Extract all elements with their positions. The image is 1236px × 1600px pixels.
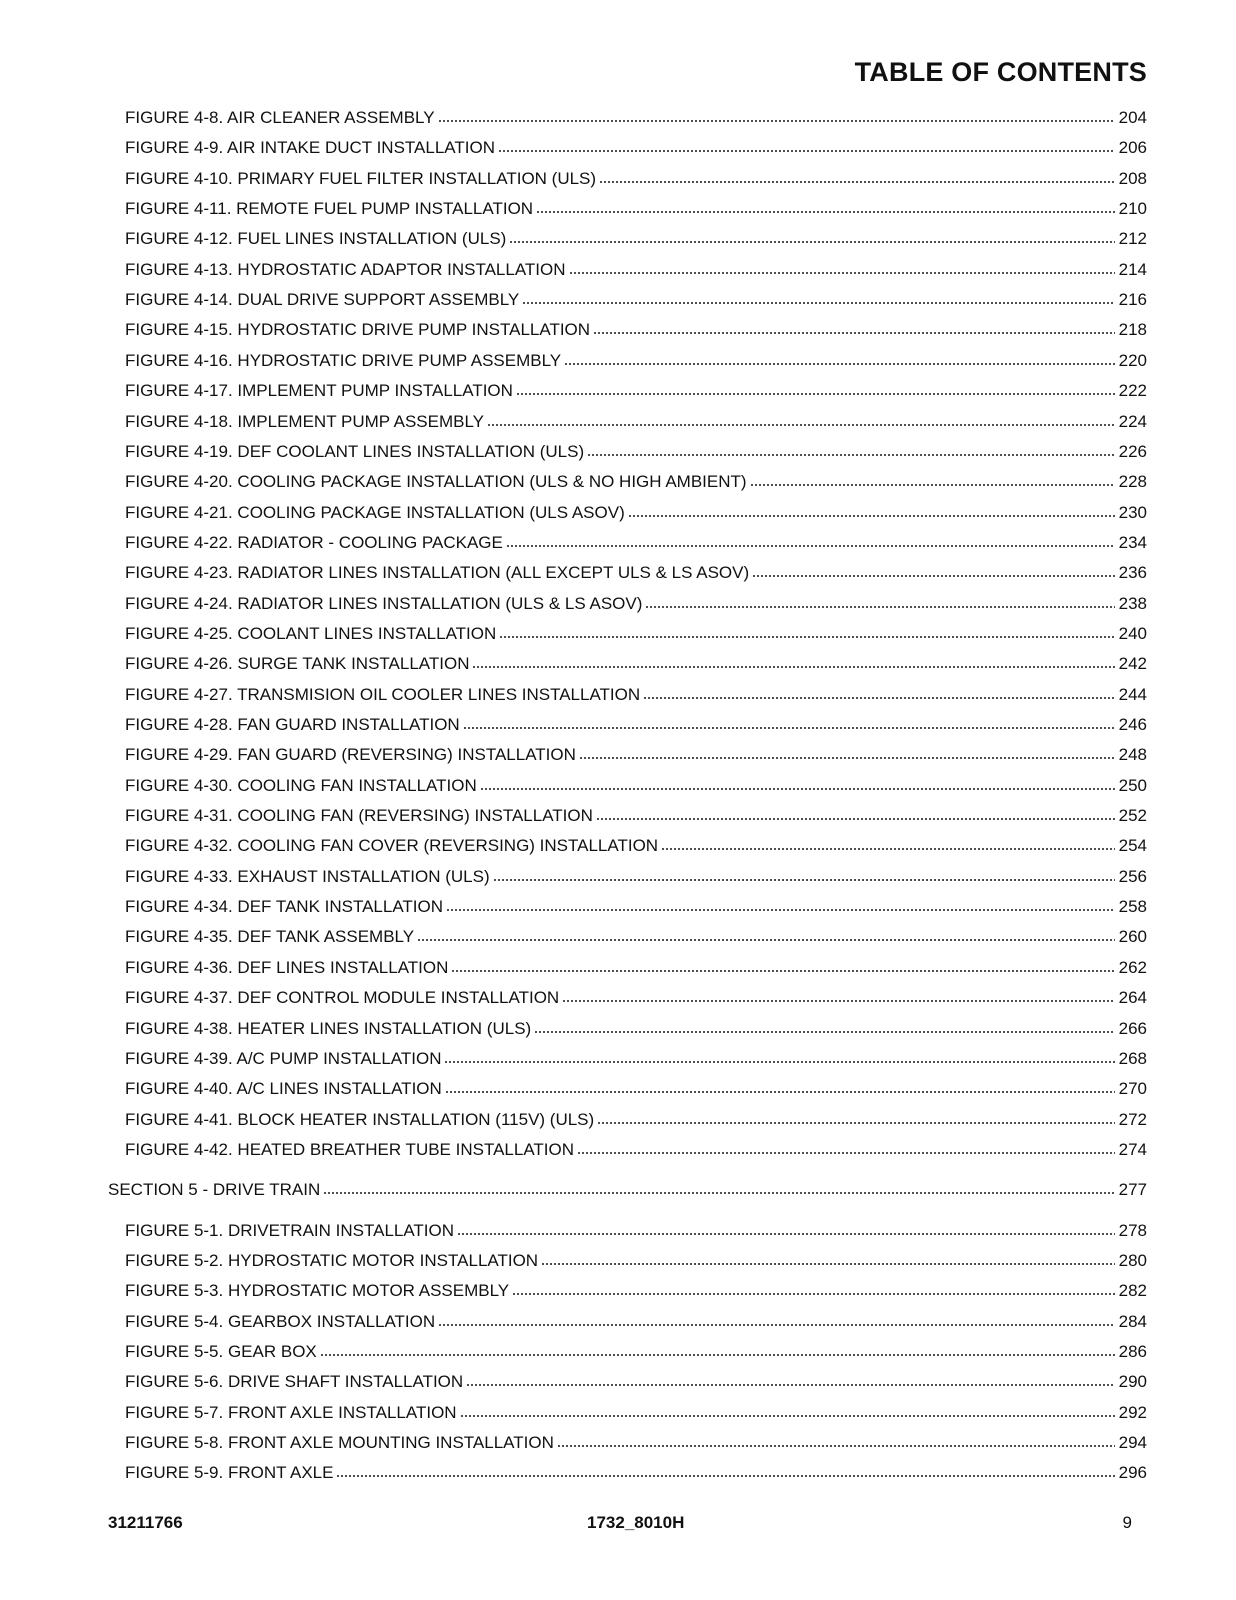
toc-figure-entry[interactable] (125, 229, 1147, 249)
toc-entry-label: FIGURE 4-16. HYDROSTATIC DRIVE PUMP ASSEMBLY (125, 351, 562, 370)
dot-leader (493, 868, 1115, 882)
toc-entry-label: FIGURE 4-42. HEATED BREATHER TUBE INSTALLATION (125, 1140, 575, 1159)
toc-entry-page: 248 (1118, 745, 1147, 764)
dot-leader (536, 200, 1115, 214)
toc-entry-label: FIGURE 4-27. TRANSMISION OIL COOLER LINES INSTALLATION (125, 685, 641, 704)
toc-entry-label: FIGURE 5-5. GEAR BOX (125, 1342, 317, 1361)
dot-leader (564, 352, 1115, 366)
toc-figure-entry[interactable] (125, 351, 1147, 371)
toc-entry-label: FIGURE 5-3. HYDROSTATIC MOTOR ASSEMBLY (125, 1281, 510, 1300)
toc-section-entry[interactable] (108, 1180, 1147, 1200)
toc-entry-page: 210 (1118, 199, 1147, 218)
dot-leader (457, 1222, 1115, 1236)
toc-entry-page: 230 (1118, 503, 1147, 522)
toc-figure-entry[interactable] (125, 260, 1147, 280)
toc-figure-entry[interactable] (125, 836, 1147, 856)
toc-entry-page: 250 (1118, 776, 1147, 795)
toc-entry-label: FIGURE 4-31. COOLING FAN (REVERSING) INSTALLATION (125, 806, 593, 825)
toc-entry-label: FIGURE 4-23. RADIATOR LINES INSTALLATION (ALL EXCEPT ULS & LS ASOV) (125, 563, 750, 582)
toc-figure-entry[interactable] (125, 806, 1147, 826)
toc-entry-page: 254 (1118, 836, 1147, 855)
dot-leader (522, 291, 1114, 305)
dot-leader (752, 564, 1114, 578)
toc-entry-label: FIGURE 4-19. DEF COOLANT LINES INSTALLATION (ULS) (125, 442, 585, 461)
dot-leader (336, 1464, 1114, 1478)
toc-entry-label: FIGURE 4-17. IMPLEMENT PUMP INSTALLATION (125, 381, 513, 400)
toc-entry-page: 228 (1118, 472, 1147, 491)
toc-figure-entry[interactable] (125, 199, 1147, 219)
toc-entry-page: 236 (1118, 563, 1147, 582)
toc-figure-entry[interactable] (125, 442, 1147, 462)
page-title: TABLE OF CONTENTS (854, 57, 1147, 87)
toc-entry-page: 212 (1118, 229, 1147, 248)
toc-figure-entry[interactable] (125, 1019, 1147, 1039)
toc-entry-label: FIGURE 4-41. BLOCK HEATER INSTALLATION (115V) (ULS) (125, 1110, 595, 1129)
toc-entry-page: 226 (1118, 442, 1147, 461)
toc-entry-page: 266 (1118, 1019, 1147, 1038)
toc-entry-label: FIGURE 4-11. REMOTE FUEL PUMP INSTALLATION (125, 199, 534, 218)
toc-entry-label: FIGURE 4-20. COOLING PACKAGE INSTALLATION (ULS & NO HIGH AMBIENT) (125, 472, 747, 491)
toc-entry-label: FIGURE 4-21. COOLING PACKAGE INSTALLATION (ULS ASOV) (125, 503, 625, 522)
footer-doc-number: 31211766 (108, 1513, 183, 1532)
dot-leader (516, 382, 1115, 396)
dot-leader (645, 595, 1114, 609)
toc-entry-label: FIGURE 4-12. FUEL LINES INSTALLATION (ULS) (125, 229, 507, 248)
toc-entry-page: 214 (1118, 260, 1147, 279)
footer-page-number: 9 (1122, 1513, 1132, 1532)
dot-leader (599, 170, 1115, 184)
dot-leader (451, 959, 1114, 973)
toc-entry-label: FIGURE 4-28. FAN GUARD INSTALLATION (125, 715, 460, 734)
dot-leader (438, 1313, 1114, 1327)
toc-figure-entry[interactable] (125, 381, 1147, 401)
toc-figure-entry[interactable] (125, 1281, 1147, 1301)
toc-entry-page: 218 (1118, 320, 1147, 339)
toc-entry-label: FIGURE 4-8. AIR CLEANER ASSEMBLY (125, 108, 435, 127)
toc-entry-label: FIGURE 4-33. EXHAUST INSTALLATION (ULS) (125, 867, 490, 886)
dot-leader (444, 1050, 1114, 1064)
toc-entry-label: FIGURE 4-26. SURGE TANK INSTALLATION (125, 654, 470, 673)
dot-leader (541, 1252, 1115, 1266)
dot-leader (512, 1282, 1114, 1296)
toc-entry-page: 220 (1118, 351, 1147, 370)
toc-entry-page: 204 (1118, 108, 1147, 127)
toc-figure-entry[interactable] (125, 1312, 1147, 1332)
toc-entry-page: 277 (1118, 1180, 1147, 1199)
toc-entry-label: FIGURE 5-9. FRONT AXLE (125, 1463, 334, 1482)
toc-figure-entry[interactable] (125, 169, 1147, 189)
toc-figure-entry[interactable] (125, 320, 1147, 340)
toc-entry-label: FIGURE 4-34. DEF TANK INSTALLATION (125, 897, 444, 916)
toc-entry-page: 268 (1118, 1049, 1147, 1068)
dot-leader (323, 1181, 1114, 1195)
toc-figure-entry[interactable] (125, 1140, 1147, 1160)
toc-entry-page: 260 (1118, 927, 1147, 946)
toc-entry-page: 258 (1118, 897, 1147, 916)
toc-entry-label: FIGURE 5-8. FRONT AXLE MOUNTING INSTALLATION (125, 1433, 554, 1452)
toc-figure-entry[interactable] (125, 1433, 1147, 1453)
dot-leader (597, 1111, 1114, 1125)
toc-entry-label: FIGURE 5-7. FRONT AXLE INSTALLATION (125, 1403, 457, 1422)
toc-figure-entry[interactable] (125, 958, 1147, 978)
dot-leader (509, 230, 1114, 244)
dot-leader (499, 625, 1114, 639)
toc-entry-page: 240 (1118, 624, 1147, 643)
toc-figure-entry[interactable] (125, 1049, 1147, 1069)
toc-entry-page: 292 (1118, 1403, 1147, 1422)
toc-entry-label: FIGURE 4-14. DUAL DRIVE SUPPORT ASSEMBLY (125, 290, 520, 309)
toc-entry-page: 224 (1118, 412, 1147, 431)
toc-entry-page: 222 (1118, 381, 1147, 400)
toc-entry-page: 264 (1118, 988, 1147, 1007)
toc-entry-page: 274 (1118, 1140, 1147, 1159)
footer-code: 1732_8010H (587, 1513, 685, 1532)
toc-figure-entry[interactable] (125, 776, 1147, 796)
toc-entry-page: 244 (1118, 685, 1147, 704)
toc-figure-entry[interactable] (125, 1342, 1147, 1362)
toc-figure-entry[interactable] (125, 1221, 1147, 1241)
toc-entry-page: 280 (1118, 1251, 1147, 1270)
dot-leader (569, 261, 1115, 275)
toc-entry-page: 296 (1118, 1463, 1147, 1482)
toc-figure-entry[interactable] (125, 685, 1147, 705)
dot-leader (487, 413, 1115, 427)
dot-leader (463, 716, 1115, 730)
toc-figure-entry[interactable] (125, 594, 1147, 614)
toc-figure-entry[interactable] (125, 715, 1147, 735)
toc-figure-entry[interactable] (125, 138, 1147, 158)
dot-leader (446, 898, 1115, 912)
dot-leader (438, 109, 1115, 123)
toc-figure-entry[interactable] (125, 412, 1147, 432)
toc-entry-label: FIGURE 5-1. DRIVETRAIN INSTALLATION (125, 1221, 455, 1240)
dot-leader (750, 473, 1115, 487)
toc-entry-label: SECTION 5 - DRIVE TRAIN (108, 1180, 321, 1199)
toc-entry-page: 262 (1118, 958, 1147, 977)
toc-entry-label: FIGURE 4-35. DEF TANK ASSEMBLY (125, 927, 415, 946)
toc-entry-label: FIGURE 4-15. HYDROSTATIC DRIVE PUMP INSTALLATION (125, 320, 591, 339)
toc-figure-entry[interactable] (125, 927, 1147, 947)
dot-leader (577, 1141, 1115, 1155)
toc-entry-label: FIGURE 5-6. DRIVE SHAFT INSTALLATION (125, 1372, 464, 1391)
dot-leader (506, 534, 1115, 548)
toc-entry-label: FIGURE 4-30. COOLING FAN INSTALLATION (125, 776, 477, 795)
toc-figure-entry[interactable] (125, 1403, 1147, 1423)
toc-entry-page: 206 (1118, 138, 1147, 157)
toc-entry-page: 272 (1118, 1110, 1147, 1129)
toc-figure-entry[interactable] (125, 503, 1147, 523)
toc-entry-label: FIGURE 4-40. A/C LINES INSTALLATION (125, 1079, 442, 1098)
dot-leader (445, 1080, 1115, 1094)
toc-entry-page: 216 (1118, 290, 1147, 309)
dot-leader (320, 1343, 1115, 1357)
dot-leader (480, 777, 1115, 791)
toc-entry-label: FIGURE 4-24. RADIATOR LINES INSTALLATION (ULS & LS ASOV) (125, 594, 643, 613)
toc-entry-label: FIGURE 4-22. RADIATOR - COOLING PACKAGE (125, 533, 503, 552)
toc-entry-page: 282 (1118, 1281, 1147, 1300)
toc-entry-label: FIGURE 4-29. FAN GUARD (REVERSING) INSTALLATION (125, 745, 576, 764)
toc-figure-entry[interactable] (125, 1372, 1147, 1392)
toc-figure-entry[interactable] (125, 533, 1147, 553)
dot-leader (466, 1373, 1114, 1387)
dot-leader (562, 989, 1114, 1003)
toc-entry-page: 270 (1118, 1079, 1147, 1098)
toc-figure-entry[interactable] (125, 1251, 1147, 1271)
toc-figure-entry[interactable] (125, 108, 1147, 128)
toc-figure-entry[interactable] (125, 624, 1147, 644)
toc-entry-page: 242 (1118, 654, 1147, 673)
toc-entry-label: FIGURE 4-13. HYDROSTATIC ADAPTOR INSTALLATION (125, 260, 566, 279)
toc-entry-label: FIGURE 4-18. IMPLEMENT PUMP ASSEMBLY (125, 412, 484, 431)
toc-figure-entry[interactable] (125, 745, 1147, 765)
toc-entry-page: 238 (1118, 594, 1147, 613)
toc-entry-page: 208 (1118, 169, 1147, 188)
dot-leader (579, 746, 1115, 760)
toc-entry-page: 286 (1118, 1342, 1147, 1361)
toc-entry-label: FIGURE 4-9. AIR INTAKE DUCT INSTALLATION (125, 138, 495, 157)
toc-entry-page: 252 (1118, 806, 1147, 825)
toc-entry-page: 284 (1118, 1312, 1147, 1331)
toc-entry-label: FIGURE 5-2. HYDROSTATIC MOTOR INSTALLATION (125, 1251, 539, 1270)
dot-leader (472, 655, 1114, 669)
dot-leader (498, 139, 1115, 153)
toc-entry-page: 290 (1118, 1372, 1147, 1391)
toc-entry-page: 278 (1118, 1221, 1147, 1240)
toc-entry-label: FIGURE 4-25. COOLANT LINES INSTALLATION (125, 624, 497, 643)
toc-entry-label: FIGURE 4-36. DEF LINES INSTALLATION (125, 958, 449, 977)
toc-entry-label: FIGURE 5-4. GEARBOX INSTALLATION (125, 1312, 436, 1331)
dot-leader (587, 443, 1115, 457)
toc-figure-entry[interactable] (125, 472, 1147, 492)
toc-entry-page: 246 (1118, 715, 1147, 734)
toc-entry-label: FIGURE 4-32. COOLING FAN COVER (REVERSING) INSTALLATION (125, 836, 659, 855)
toc-entry-page: 294 (1118, 1433, 1147, 1452)
toc-entry-page: 256 (1118, 867, 1147, 886)
toc-figure-entry[interactable] (125, 290, 1147, 310)
toc-figure-entry[interactable] (125, 867, 1147, 887)
toc-figure-entry[interactable] (125, 1110, 1147, 1130)
toc-figure-entry[interactable] (125, 654, 1147, 674)
toc-figure-entry[interactable] (125, 897, 1147, 917)
toc-entry-label: FIGURE 4-39. A/C PUMP INSTALLATION (125, 1049, 442, 1068)
toc-entry-label: FIGURE 4-38. HEATER LINES INSTALLATION (ULS) (125, 1019, 532, 1038)
dot-leader (596, 807, 1115, 821)
dot-leader (557, 1434, 1115, 1448)
toc-figure-entry[interactable] (125, 1079, 1147, 1099)
dot-leader (460, 1404, 1115, 1418)
toc-entry-label: FIGURE 4-10. PRIMARY FUEL FILTER INSTALLATION (ULS) (125, 169, 597, 188)
toc-entry-label: FIGURE 4-37. DEF CONTROL MODULE INSTALLATION (125, 988, 560, 1007)
dot-leader (593, 321, 1115, 335)
dot-leader (534, 1020, 1114, 1034)
toc-entry-page: 234 (1118, 533, 1147, 552)
dot-leader (628, 504, 1115, 518)
toc-figure-entry[interactable] (125, 1463, 1147, 1483)
dot-leader (417, 928, 1115, 942)
dot-leader (643, 686, 1114, 700)
toc-figure-entry[interactable] (125, 988, 1147, 1008)
toc-figure-entry[interactable] (125, 563, 1147, 583)
dot-leader (661, 837, 1115, 851)
